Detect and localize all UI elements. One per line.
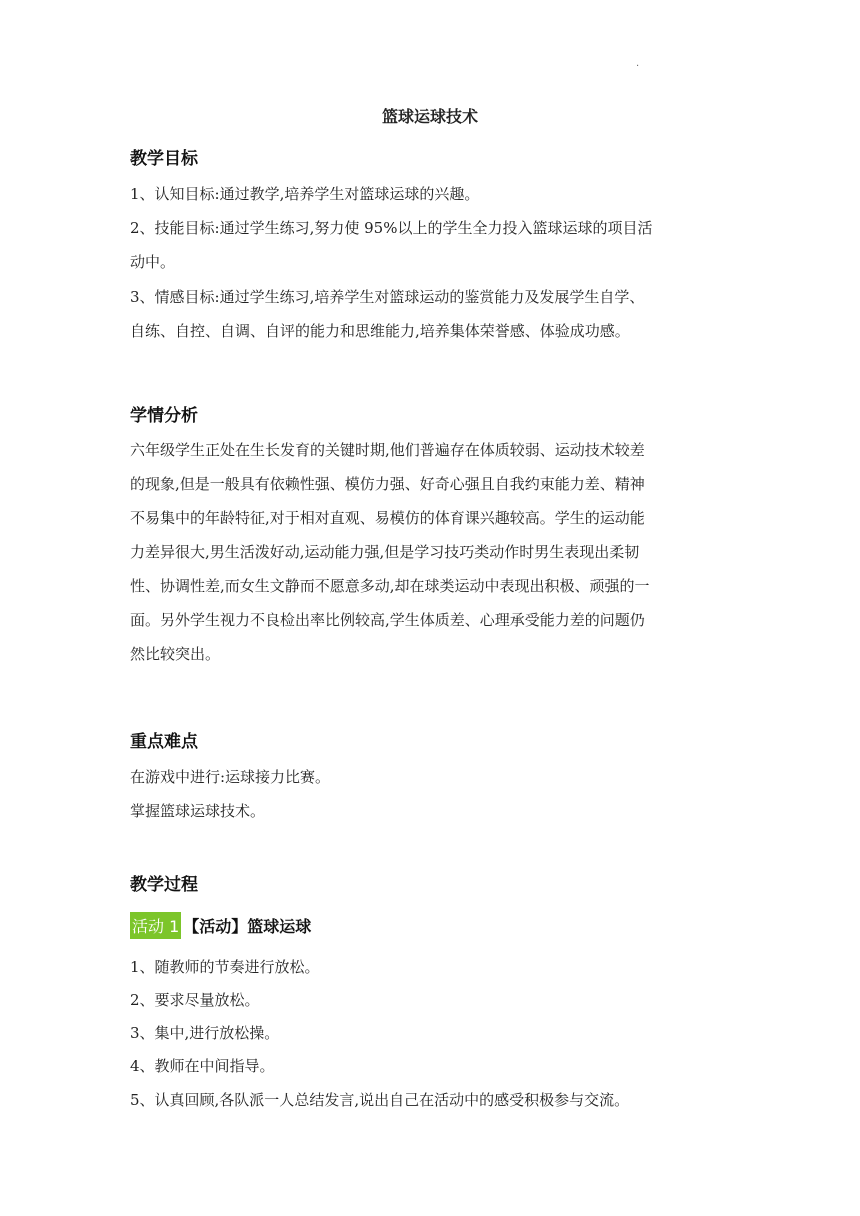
document-title: 篮球运球技术 — [381, 107, 478, 126]
analysis-line: 力差异很大,男生活泼好动,运动能力强,但是学习技巧类动作时男生表现出柔韧 — [130, 543, 640, 561]
process-step: 2、要求尽量放松。 — [130, 991, 260, 1009]
analysis-paragraph — [130, 433, 730, 671]
activity-badge: 活动 1 — [130, 912, 181, 939]
process-step: 5、认真回顾,各队派一人总结发言,说出自己在活动中的感受积极参与交流。 — [130, 1091, 630, 1109]
analysis-line: 六年级学生正处在生长发育的关键时期,他们普遍存在体质较弱、运动技术较差 — [130, 441, 645, 459]
activity-title: 【活动】篮球运球 — [183, 917, 312, 936]
goal-line: 1、认知目标:通过教学,培养学生对篮球运球的兴趣。 — [130, 185, 480, 203]
analysis-line: 的现象,但是一般具有依赖性强、模仿力强、好奇心强且自我约束能力差、精神 — [130, 475, 645, 493]
activity-heading — [130, 912, 311, 939]
goal-line: 2、技能目标:通过学生练习,努力使 95%以上的学生全力投入篮球运球的项目活 — [130, 219, 653, 237]
heading-teaching-process: 教学过程 — [130, 875, 198, 895]
process-step: 1、随教师的节奏进行放松。 — [130, 958, 320, 976]
heading-teaching-goals: 教学目标 — [130, 149, 198, 169]
analysis-line: 不易集中的年龄特征,对于相对直观、易模仿的体育课兴趣较高。学生的运动能 — [130, 509, 645, 527]
goal-line: 自练、自控、自调、自评的能力和思维能力,培养集体荣誉感、体验成功感。 — [130, 322, 630, 340]
process-step: 4、教师在中间指导。 — [130, 1057, 275, 1075]
process-step: 3、集中,进行放松操。 — [130, 1024, 280, 1042]
keypoint-line: 掌握篮球运球技术。 — [130, 802, 266, 820]
heading-student-analysis: 学情分析 — [130, 406, 198, 426]
analysis-line: 面。另外学生视力不良检出率比例较高,学生体质差、心理承受能力差的问题仍 — [130, 611, 645, 629]
keypoint-line: 在游戏中进行:运球接力比赛。 — [130, 768, 331, 786]
goal-line: 3、情感目标:通过学生练习,培养学生对篮球运动的鉴赏能力及发展学生自学、 — [130, 288, 645, 306]
goal-line: 动中。 — [130, 253, 176, 271]
analysis-line: 然比较突出。 — [130, 645, 221, 663]
heading-key-points: 重点难点 — [130, 732, 198, 752]
analysis-line: 性、协调性差,而女生文静而不愿意多动,却在球类运动中表现出积极、顽强的一 — [130, 577, 650, 595]
corner-mark: . — [636, 58, 640, 69]
